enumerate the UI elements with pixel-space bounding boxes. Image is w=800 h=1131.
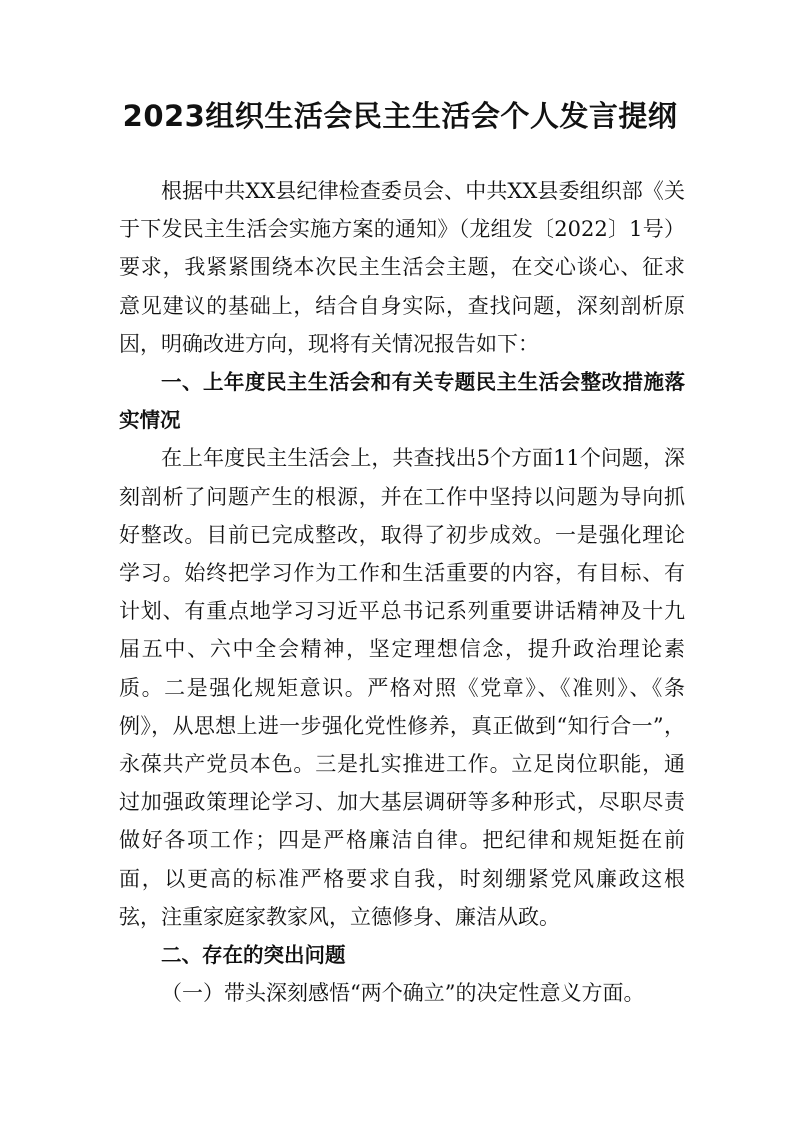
section-1-paragraph: 在上年度民主生活会上，共查找出5个方面11个问题，深刻剖析了问题产生的根源，并在工作中坚持以问题为导向抓好整改。目前已完成整改，取得了初步成效。一是强化理论学习。始终把学习作为工作和生活重要的内容，有目标、有计划、有重点地学习习近平总书记系列重要讲话精神及十九届五中、六中全会精神，坚定理想信念，提升政治理论素质。二是强化规矩意识。严格对照《党章》、《准则》、《条例》，从思想上进一步强化党性修养，真正做到“知行合一”，永葆共产党员本色。三是扎实推进工作。立足岗位职能，通过加强政策理论学习、加大基层调研等多种形式，尽职尽责做好各项工作；四是严格廉洁自律。把纪律和规矩挺在前面，以更高的标准严格要求自我，时刻绷紧党风廉政这根弦，注重家庭家教家风，立德修身、廉洁从政。: [119, 446, 685, 929]
section-heading-1: 一、上年度民主生活会和有关专题民主生活会整改措施落实情况: [119, 370, 685, 433]
section-heading-2: 二、存在的突出问题: [161, 943, 346, 968]
document-body: [119, 172, 685, 1012]
subsection-1-paragraph: （一）带头深刻感悟“两个确立”的决定性意义方面。: [161, 981, 645, 1006]
intro-paragraph: 根据中共XX县纪律检查委员会、中共XX县委组织部《关于下发民主生活会实施方案的通知》（龙组发〔2022〕1号）要求，我紧紧围绕本次民主生活会主题，在交心谈心、征求意见建议的基础上，结合自身实际，查找问题，深刻剖析原因，明确改进方向，现将有关情况报告如下：: [119, 179, 685, 356]
document-title: 2023组织生活会民主生活会个人发言提纲: [122, 99, 678, 133]
